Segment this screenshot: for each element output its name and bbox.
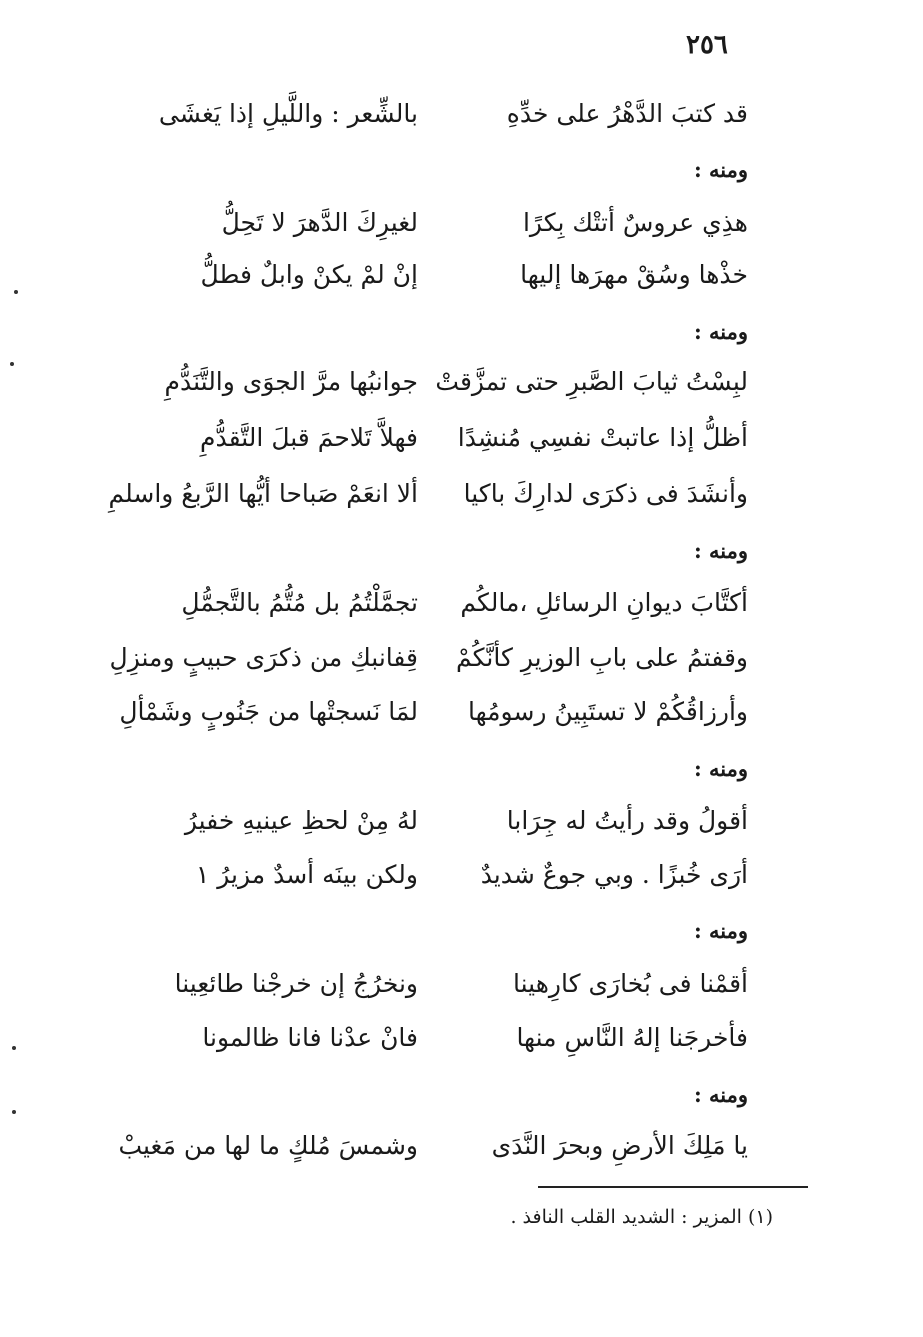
scan-speck [14, 290, 18, 294]
verse-second-hemistich: قِفانبكِ من ذكرَى حبيبٍ ومنزِلِ [109, 643, 418, 672]
verse-second-hemistich: بالشِّعر : واللَّيلِ إذا يَغشَى [158, 99, 418, 128]
verse-second-hemistich: لمَا نَسجتْها من جَنُوبٍ وشَمْألِ [119, 697, 418, 726]
verse-second-hemistich: ولكن بينَه أسدٌ مزيرُ ١ [195, 860, 418, 889]
footnote: (١) المزير : الشديد القلب النافذ . [510, 1206, 773, 1228]
verse-first-hemistich: لبِسْتُ ثيابَ الصَّبرِ حتى تمزَّقتْ [435, 367, 748, 396]
verse-first-hemistich: يا مَلِكَ الأرضِ وبحرَ النَّدَى [491, 1131, 748, 1160]
verse-first-hemistich: وأرزاقُكُمْ لا تستَبِينُ رسومُها [468, 697, 748, 726]
scan-speck [10, 362, 14, 366]
footnote-divider [538, 1186, 808, 1188]
section-intro: ومنه : [693, 918, 748, 943]
verse-first-hemistich: أرَى خُبزًا . وبي جوعٌ شديدٌ [480, 860, 748, 889]
page-number: ٢٥٦ [686, 30, 728, 60]
verse-first-hemistich: فأخرجَنا إلهُ النَّاسِ منها [516, 1023, 748, 1052]
verse-second-hemistich: لهُ مِنْ لحظِ عينيهِ خفيرُ [184, 806, 418, 835]
section-intro: ومنه : [693, 538, 748, 563]
verse-first-hemistich: هذِي عروسٌ أتتْك بِكرًا [522, 208, 748, 237]
verse-first-hemistich: أقولُ وقد رأيتُ له جِرَابا [506, 806, 748, 835]
verse-second-hemistich: فهلاَّ تَلاحمَ قبلَ التَّقدُّمِ [200, 423, 418, 452]
section-intro: ومنه : [693, 756, 748, 781]
verse-first-hemistich: أكتَّابَ ديوانِ الرسائلِ ،مالكُم [460, 588, 748, 617]
scan-speck [12, 1046, 16, 1050]
verse-first-hemistich: أظلُّ إذا عاتبتْ نفسِي مُنشِدًا [457, 423, 748, 452]
verse-second-hemistich: فانْ عدْنا فانا ظالمونا [202, 1023, 418, 1052]
verse-second-hemistich: ألا انعَمْ صَباحا أيُّها الرَّبعُ واسلمِ [108, 479, 418, 508]
section-intro: ومنه : [693, 319, 748, 344]
section-intro: ومنه : [693, 1082, 748, 1107]
verse-second-hemistich: وشمسَ مُلكٍ ما لها من مَغيبْ [118, 1131, 418, 1160]
verse-first-hemistich: قد كتبَ الدَّهْرُ على خدِّهِ [506, 99, 748, 128]
verse-first-hemistich: أقمْنا فى بُخارَى كارِهينا [513, 969, 748, 998]
verse-second-hemistich: إنْ لمْ يكنْ وابلٌ فطلُّ [200, 260, 418, 289]
scan-speck [12, 1110, 16, 1114]
verse-second-hemistich: تجمَّلْتُمُ بل مُتُّمُ بالتَّجمُّلِ [181, 588, 418, 617]
verse-first-hemistich: وأنشَدَ فى ذكرَى لدارِكَ باكيا [463, 479, 748, 508]
verse-first-hemistich: وقفتمُ على بابِ الوزيرِ كأنَّكُمْ [455, 643, 748, 672]
verse-second-hemistich: ونخرُجُ إن خرجْنا طائعِينا [174, 969, 418, 998]
section-intro: ومنه : [693, 157, 748, 182]
verse-second-hemistich: جوانبُها مرَّ الجوَى والتَّنَدُّمِ [164, 367, 418, 396]
verse-first-hemistich: خذْها وسُقْ مهرَها إليها [520, 260, 748, 289]
verse-second-hemistich: لغيرِكَ الدَّهرَ لا تَحِلُّ [221, 208, 418, 237]
